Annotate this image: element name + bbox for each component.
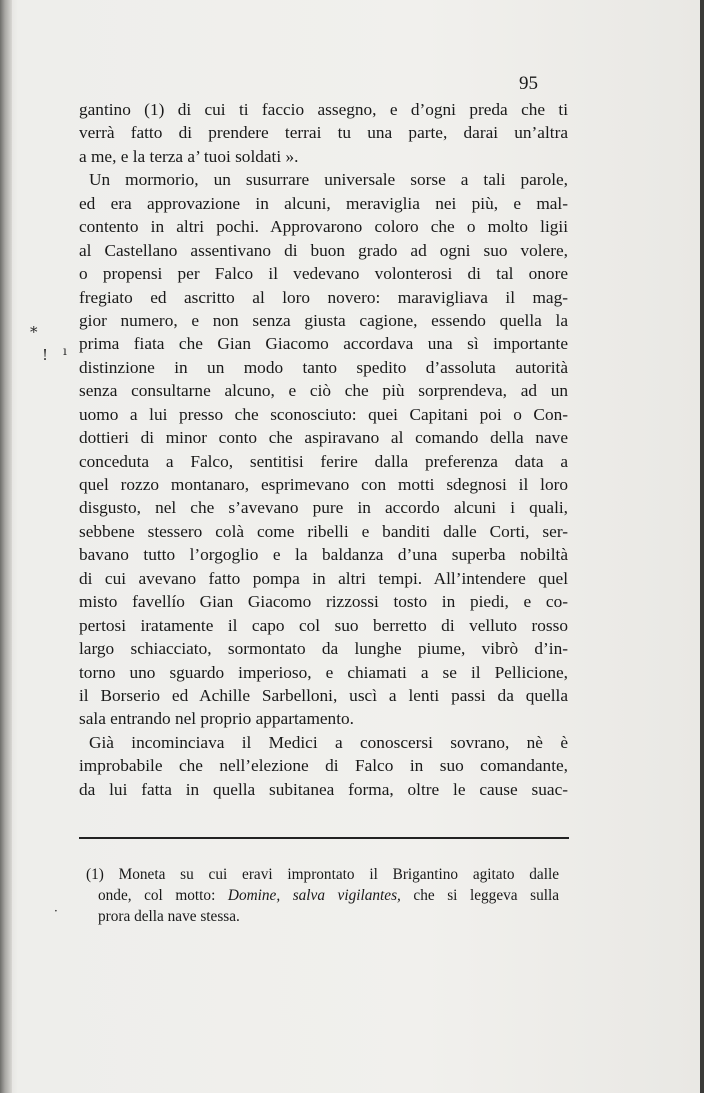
body-line: pertosi iratamente il capo col suo berretto di velluto rosso — [79, 615, 568, 635]
body-line: sebbene stessero colà come ribelli e banditi dalle Corti, ser- — [79, 521, 568, 541]
body-line: al Castellano assentivano di buon grado ad ogni suo volere, — [79, 240, 568, 260]
body-line: prima fiata che Gian Giacomo accordava una sì importante — [79, 334, 568, 354]
body-line: Già incominciava il Medici a conoscersi sovrano, nè è — [89, 732, 568, 752]
footnote-line-2 — [86, 885, 559, 906]
margin-mark-dot: · — [54, 904, 58, 918]
body-line: disgusto, nel che s’avevano pure in accordo alcuni i quali, — [79, 498, 568, 518]
page-binding-edge — [0, 0, 12, 1093]
body-line: o propensi per Falco il vedevano volonterosi di tal onore — [79, 264, 568, 284]
body-line: quel rozzo montanaro, esprimevano con motti sdegnosi il loro — [79, 475, 568, 494]
footnote-motto: Domine, salva vigilantes, — [227, 887, 401, 904]
body-line: uomo a lui presso che sconosciuto: quei Capitani poi o Con- — [79, 404, 568, 424]
body-line: gior numero, e non senza giusta cagione, essendo quella la — [79, 310, 568, 330]
body-line: misto favellío Gian Giacomo rizzossi tosto in piedi, e co- — [79, 592, 568, 612]
body-line: sala entrando nel proprio appartamento. — [79, 709, 354, 729]
footnote — [86, 864, 559, 927]
footnote-separator-rule — [79, 837, 569, 839]
body-line: a me, e la terza a’ tuoi soldati ». — [79, 146, 299, 166]
body-line: bavano tutto l’orgoglio e la baldanza d’una superba nobiltà — [79, 545, 568, 565]
footnote-line-3: prora della nave stessa. — [98, 908, 240, 925]
body-line: torno uno sguardo imperioso, e chiamati a se il Pellicione, — [79, 662, 568, 682]
body-line: verrà fatto di prendere terrai tu una parte, darai un’altra — [79, 123, 568, 143]
footnote-text: che si leggeva sulla — [400, 887, 560, 904]
body-line: gantino (1) di cui ti faccio assegno, e d’ogni preda che ti — [79, 100, 568, 119]
body-text — [79, 98, 568, 801]
footnote-text: onde, col motto: — [98, 887, 228, 904]
body-line: contento in altri pochi. Approvarono coloro che o molto ligii — [79, 217, 568, 237]
body-line: Un mormorio, un susurrare universale sorse a tali parole, — [89, 170, 568, 190]
body-line: fregiato ed ascritto al loro novero: maravigliava il mag- — [79, 287, 568, 307]
body-line: conceduta a Falco, sentitisi ferire dalla preferenza data a — [79, 451, 568, 471]
page-number: 95 — [519, 73, 538, 94]
margin-mark-asterisk: * — [30, 323, 38, 341]
footnote-line-1: (1) Moneta su cui eravi improntato il Brigantino agitato dalle — [86, 866, 559, 883]
page-right-edge — [700, 0, 704, 1093]
body-line: ed era approvazione in alcuni, meraviglia nei più, e mal- — [79, 193, 568, 213]
body-line: senza consultarne alcuno, e ciò che più sorprendeva, ad un — [79, 381, 568, 401]
body-line: di cui avevano fatto pompa in altri tempi. All’intendere quel — [79, 568, 568, 588]
body-line: il Borserio ed Achille Sarbelloni, uscì a lenti passi da quella — [79, 685, 568, 705]
margin-mark-tick: ı — [63, 344, 67, 358]
body-line: dottieri di minor conto che aspiravano al comando della nave — [79, 428, 568, 448]
body-line: distinzione in un modo tanto spedito d’assoluta autorità — [79, 357, 568, 377]
margin-mark-exclamation: ! — [42, 346, 49, 364]
body-line: largo schiacciato, sormontato da lunghe piume, vibrò d’in- — [79, 639, 568, 659]
body-line: improbabile che nell’elezione di Falco in suo comandante, — [79, 756, 568, 776]
body-line: da lui fatta in quella subitanea forma, oltre le cause suac- — [79, 779, 568, 799]
